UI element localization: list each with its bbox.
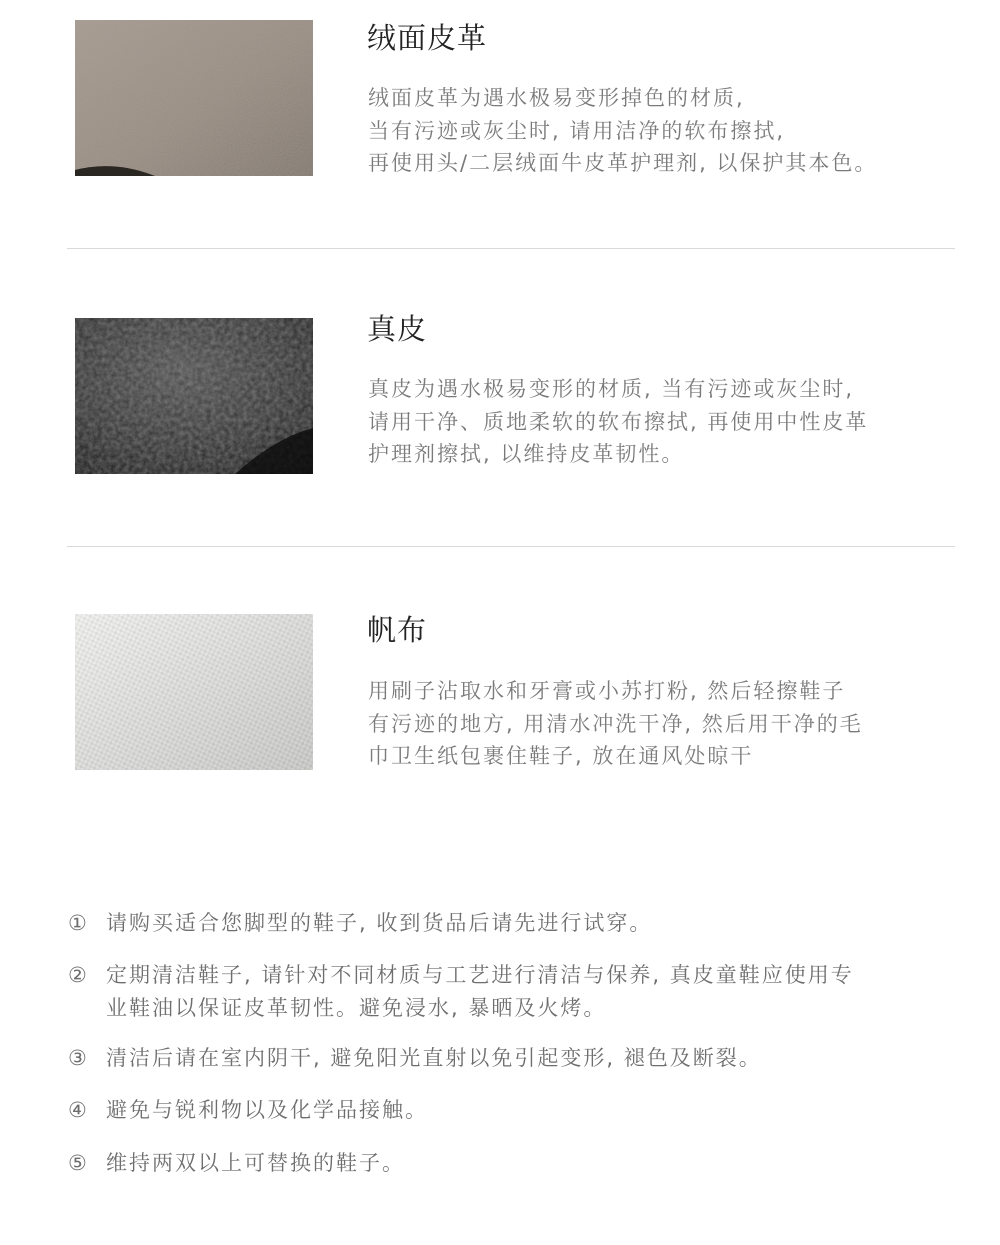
section-divider bbox=[67, 248, 955, 249]
tip-text bbox=[106, 959, 956, 1025]
canvas-texture-image bbox=[75, 614, 313, 770]
tip-line: 清洁后请在室内阴干, 避免阳光直射以免引起变形, 褪色及断裂。 bbox=[106, 1046, 762, 1070]
section-divider bbox=[67, 546, 955, 547]
material-title: 真皮 bbox=[367, 312, 428, 346]
description-line: 真皮为遇水极易变形的材质, 当有污迹或灰尘时, bbox=[368, 377, 855, 401]
description-line: 再使用头/二层绒面牛皮革护理剂, 以保护其本色。 bbox=[368, 151, 878, 175]
tip-number: ⑤ bbox=[68, 1151, 89, 1175]
tip-text bbox=[106, 1147, 956, 1180]
tip-number: ④ bbox=[68, 1098, 89, 1122]
tip-text bbox=[106, 1094, 956, 1127]
material-description bbox=[368, 675, 968, 773]
material-title: 帆布 bbox=[367, 613, 428, 647]
description-line: 巾卫生纸包裹住鞋子, 放在通风处晾干 bbox=[368, 744, 754, 768]
description-line: 绒面皮革为遇水极易变形掉色的材质, bbox=[368, 86, 745, 110]
description-line: 用刷子沾取水和牙膏或小苏打粉, 然后轻擦鞋子 bbox=[368, 679, 846, 703]
description-line: 有污迹的地方, 用清水冲洗干净, 然后用干净的毛 bbox=[368, 711, 863, 736]
tip-line: 避免与锐利物以及化学品接触。 bbox=[106, 1098, 428, 1122]
suede-texture-image bbox=[75, 20, 313, 176]
tip-number: ③ bbox=[68, 1046, 89, 1070]
material-title: 绒面皮革 bbox=[367, 21, 488, 55]
tip-text bbox=[106, 907, 956, 940]
description-line: 护理剂擦拭, 以维持皮革韧性。 bbox=[368, 442, 685, 466]
tip-number: ② bbox=[68, 963, 89, 987]
tip-line: 请购买适合您脚型的鞋子, 收到货品后请先进行试穿。 bbox=[106, 911, 653, 935]
material-description bbox=[368, 373, 968, 471]
genuine-leather-texture-image bbox=[75, 318, 313, 474]
tip-number: ① bbox=[68, 911, 89, 935]
material-description bbox=[368, 82, 968, 180]
tip-line: 定期清洁鞋子, 请针对不同材质与工艺进行清洁与保养, 真皮童鞋应使用专 bbox=[106, 963, 854, 987]
description-line: 请用干净、质地柔软的软布擦拭, 再使用中性皮革 bbox=[368, 409, 869, 434]
tip-line: 业鞋油以保证皮革韧性。避免浸水, 暴晒及火烤。 bbox=[106, 996, 607, 1020]
description-line: 当有污迹或灰尘时, 请用洁净的软布擦拭, bbox=[368, 118, 786, 143]
tip-text bbox=[106, 1042, 956, 1075]
tip-line: 维持两双以上可替换的鞋子。 bbox=[106, 1151, 405, 1175]
